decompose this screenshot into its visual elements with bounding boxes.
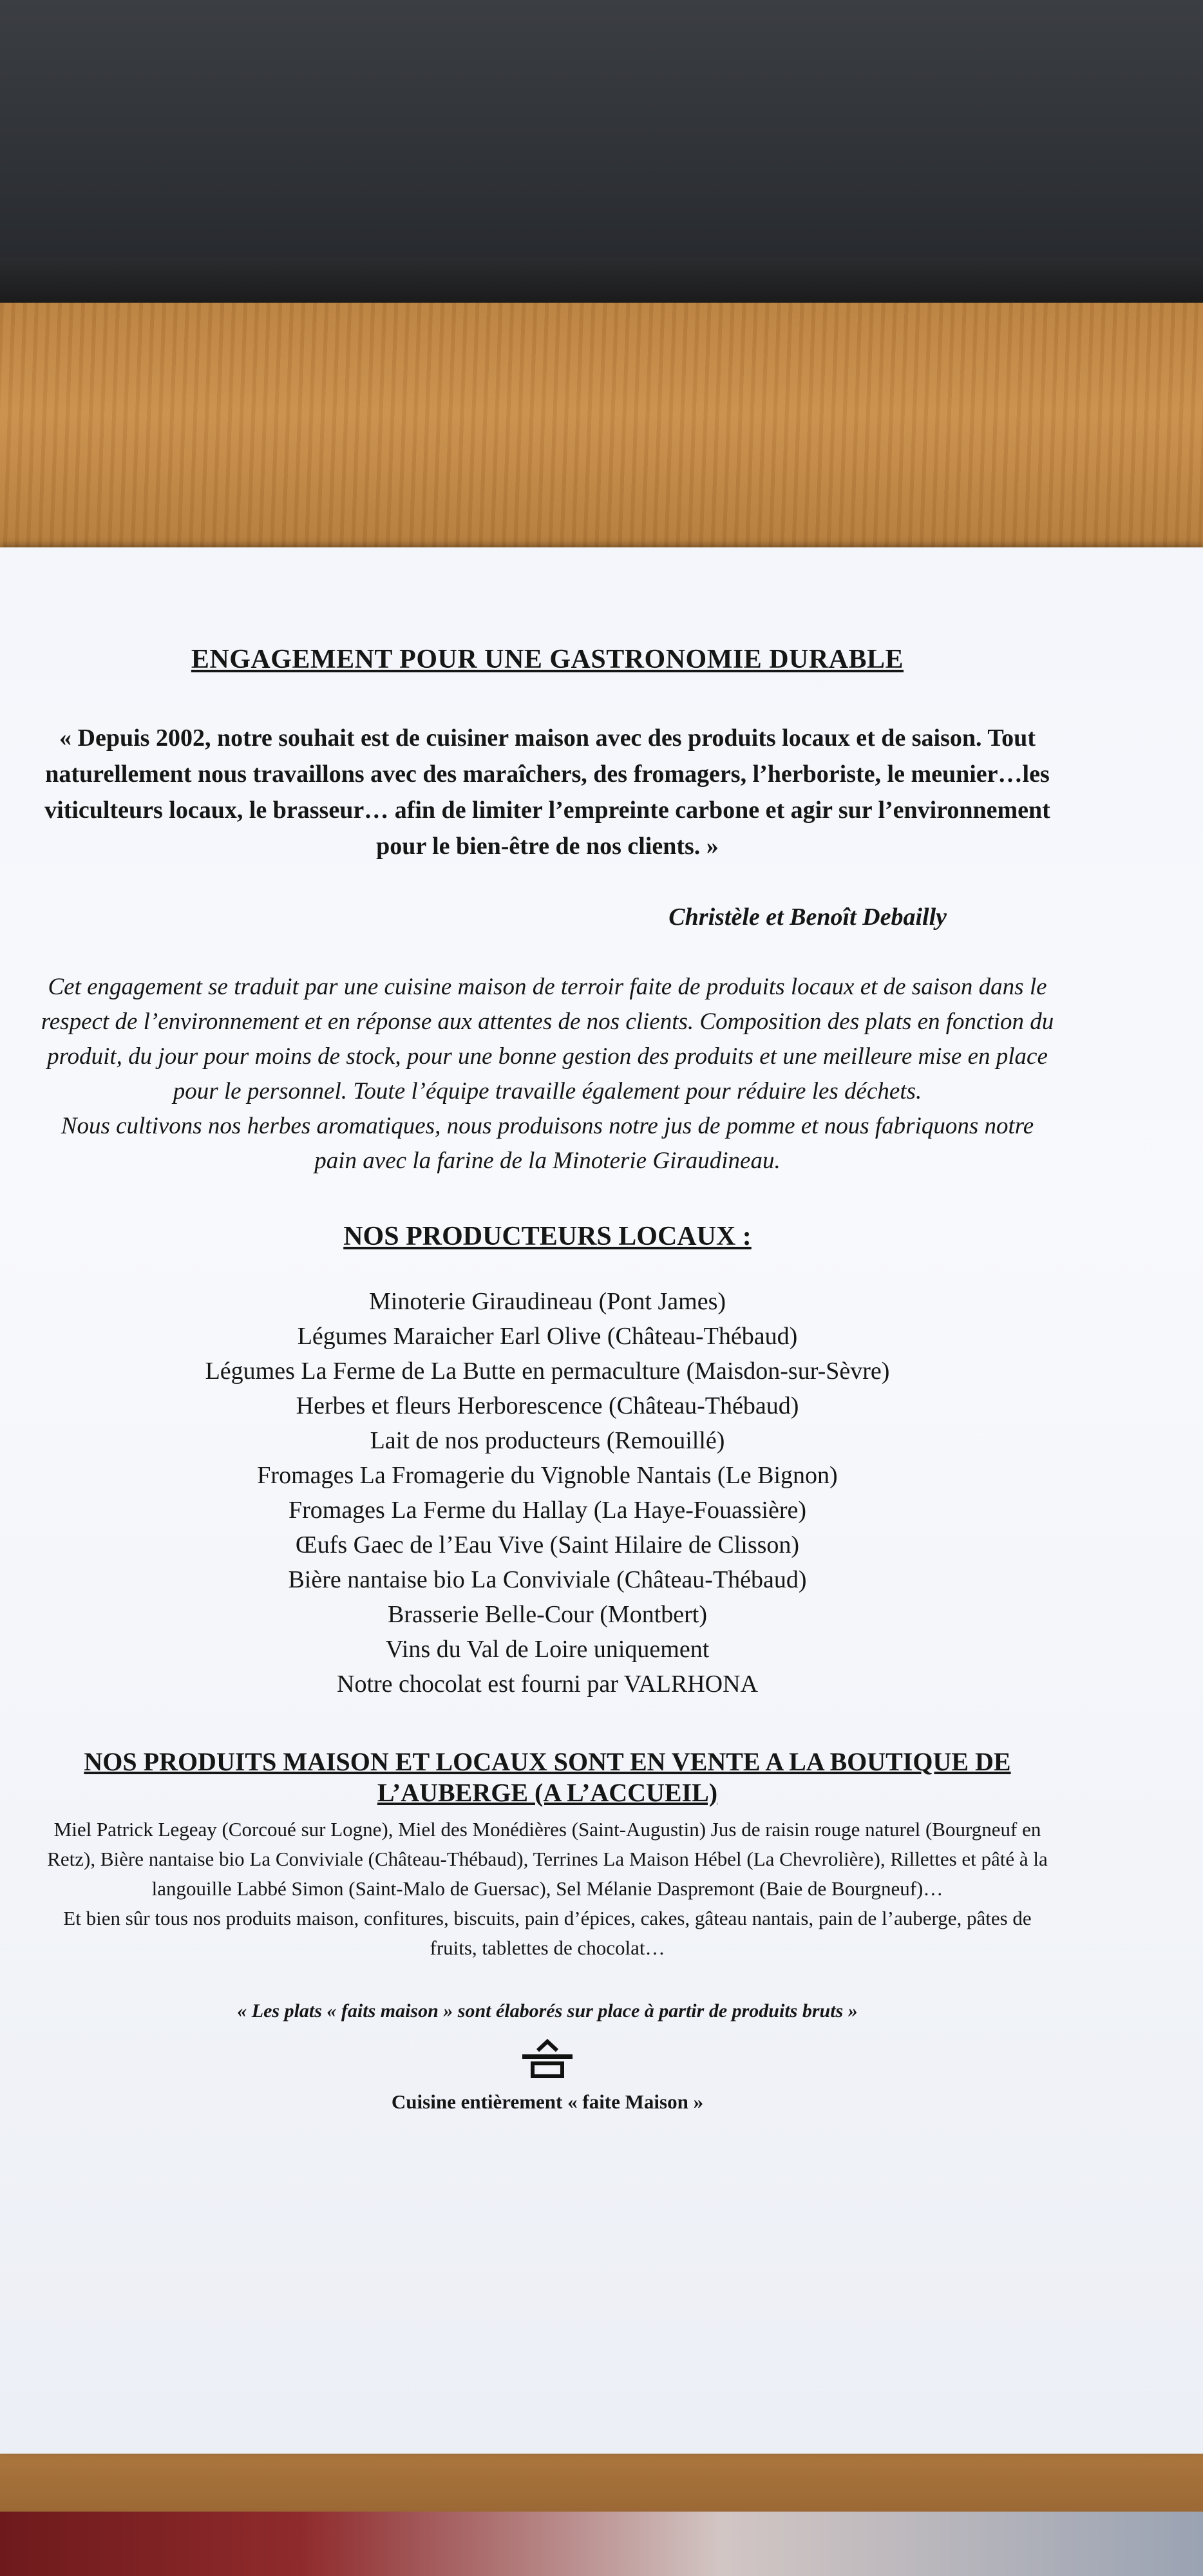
document-title: ENGAGEMENT POUR UNE GASTRONOMIE DURABLE xyxy=(191,645,904,674)
list-item: Légumes Maraicher Earl Olive (Château-Thébaud) xyxy=(297,1323,798,1350)
cloth-background xyxy=(0,2512,1203,2576)
wood-table-background xyxy=(0,303,1203,547)
engagement-text: Cet engagement se traduit par une cuisine maison de terroir faite de produits locaux et de saison dans le respect de l’environnement et en réponse aux attentes de nos clients. Composition des plats en fonction du produit, du jour pour moins de stock, pour une bonne gestion des produits et une meilleure mise en place pour le personnel. Toute l’équipe travaille également pour réduire les déchets. xyxy=(41,974,1054,1104)
list-item: Brasserie Belle-Cour (Montbert) xyxy=(388,1601,707,1628)
engagement-paragraph xyxy=(39,970,1056,1179)
shop-text: Miel Patrick Legeay (Corcoué sur Logne), Miel des Monédières (Saint-Augustin) Jus de raisin rouge naturel (Bourgneuf en Retz), Bière nantaise bio La Conviviale (Château-Thébaud), Terrines La Maison Hébel (La Chevrolière), Rillettes et pâté à la langouille Labbé Simon (Saint-Malo de Guersac), Sel Mélanie Daspremont (Baie de Bourgneuf)… xyxy=(47,1818,1048,1900)
list-item: Minoterie Giraudineau (Pont James) xyxy=(368,1288,726,1315)
list-item: Lait de nos producteurs (Remouillé) xyxy=(370,1427,725,1454)
list-item: Fromages La Ferme du Hallay (La Haye-Fouassière) xyxy=(288,1497,807,1524)
shop-paragraph xyxy=(39,1815,1056,1963)
footer-text: Cuisine entièrement « faite Maison » xyxy=(391,2090,704,2113)
list-item: Notre chocolat est fourni par VALRHONA xyxy=(337,1671,758,1698)
list-item: Œufs Gaec de l’Eau Vive (Saint Hilaire de Clisson) xyxy=(295,1531,800,1558)
list-item: Vins du Val de Loire uniquement xyxy=(385,1636,710,1663)
signature: Christèle et Benoît Debailly xyxy=(668,904,947,931)
fait-maison-quote: « Les plats « faits maison » sont élaborés sur place à partir de produits bruts » xyxy=(237,2000,858,2022)
herbs-text: Nous cultivons nos herbes aromatiques, nous produisons notre jus de pomme et nous fabriquons notre pain avec la farine de la Minoterie Giraudineau. xyxy=(61,1113,1034,1174)
producers-list xyxy=(39,1284,1056,1701)
list-item: Bière nantaise bio La Conviviale (Château-Thébaud) xyxy=(288,1566,807,1593)
owners-quote: « Depuis 2002, notre souhait est de cuisiner maison avec des produits locaux et de saison. Tout naturellement nous travaillons avec des maraîchers, des fromagers, l’herboriste, le meunier…les viticulteurs locaux, le brasseur… afin de limiter l’empreinte carbone et agir sur l’environnement pour le bien-être de nos clients. » xyxy=(44,724,1050,860)
shop-heading: NOS PRODUITS MAISON ET LOCAUX SONT EN VENTE A LA BOUTIQUE DE L’AUBERGE (A L’ACCUEIL) xyxy=(84,1747,1011,1807)
shop-text-2: Et bien sûr tous nos produits maison, confitures, biscuits, pain d’épices, cakes, gâteau nantais, pain de l’auberge, pâtes de fruits, tablettes de chocolat… xyxy=(63,1907,1032,1959)
list-item: Fromages La Fromagerie du Vignoble Nantais (Le Bignon) xyxy=(257,1462,838,1489)
list-item: Légumes La Ferme de La Butte en permaculture (Maisdon-sur-Sèvre) xyxy=(205,1358,890,1385)
fait-maison-logo-icon xyxy=(518,2036,576,2081)
list-item: Herbes et fleurs Herborescence (Château-Thébaud) xyxy=(296,1392,799,1419)
slate-edge xyxy=(0,258,1203,303)
producers-heading: NOS PRODUCTEURS LOCAUX : xyxy=(343,1222,752,1251)
document xyxy=(39,644,1056,2114)
